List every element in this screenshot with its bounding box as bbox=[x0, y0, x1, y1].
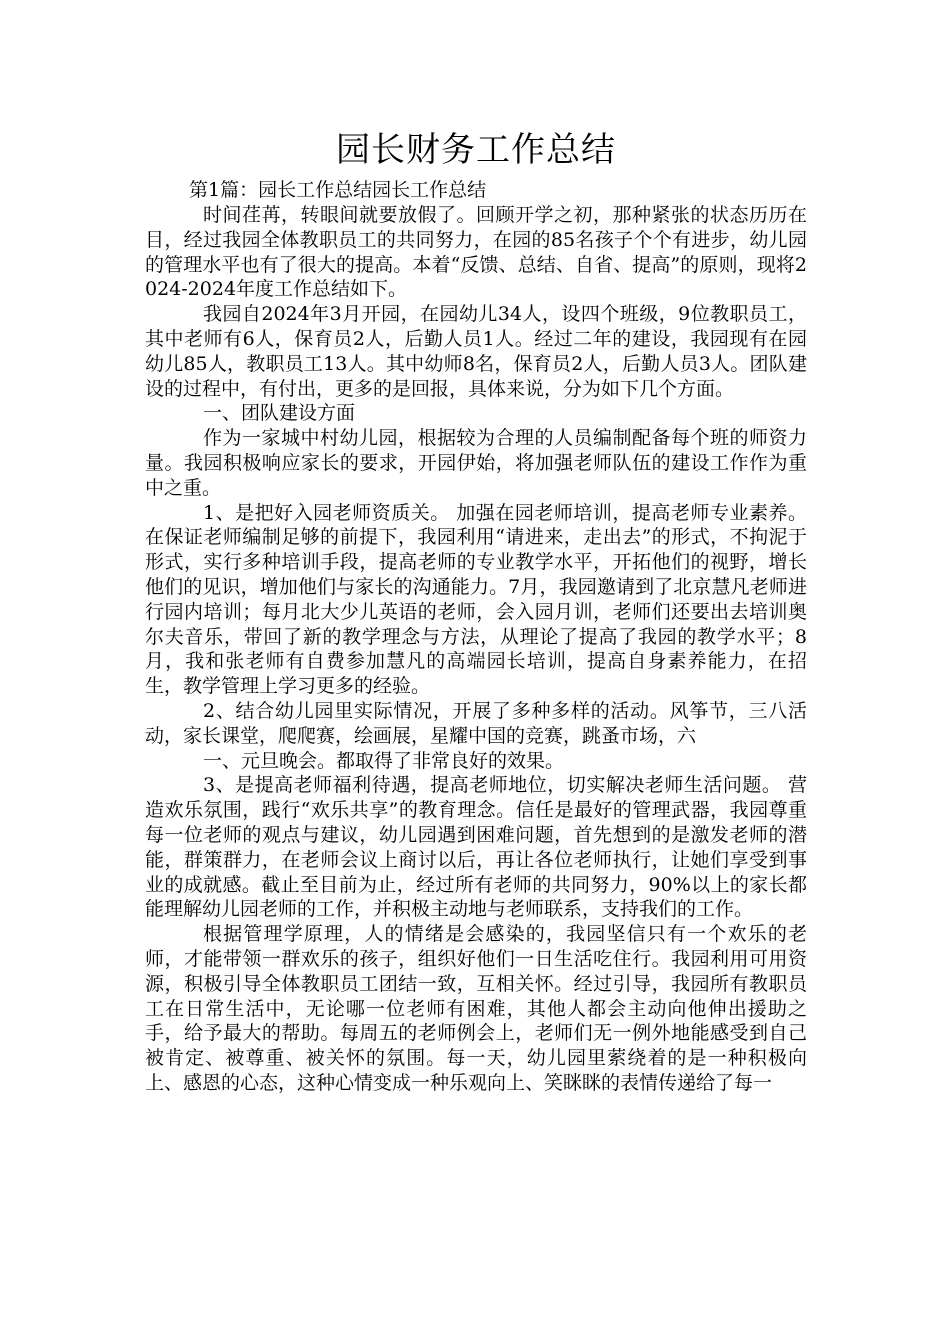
paragraph-management: 根据管理学原理，人的情绪是会感染的，我园坚信只有一个欢乐的老师，才能带领一群欢乐的孩子，组织好他们一日生活吃住行。我园利用可用资源，积极引导全体教职员工团结一致，互相关怀。经过引导，我园所有教职员工在日常生活中，无论哪一位老师有困难，其他人都会主动向他伸出援助之手，给予最大的帮助。每周五的老师例会上，老师们无一例外地能感受到自己被肯定、被尊重、被关怀的氛围。每一天，幼儿园里萦绕着的是一种积极向上、感恩的心态，这种心情变成一种乐观向上、笑眯眯的表情传递给了每一 bbox=[145, 923, 807, 1094]
section-heading-team: 一、团队建设方面 bbox=[203, 402, 356, 425]
document-title: 园长财务工作总结 bbox=[336, 130, 616, 170]
paragraph-new-year: 一、元旦晚会。都取得了非常良好的效果。 bbox=[203, 749, 565, 772]
document-page bbox=[145, 126, 807, 1096]
paragraph-intro: 时间荏苒，转眼间就要放假了。回顾开学之初，那种紧张的状态历历在目，经过我园全体教职员工的共同努力，在园的85名孩子个个有进步，幼儿园的管理水平也有了很大的提高。本着“反馈、总结、自省、提高”的原则，现将2024-2024年度工作总结如下。 bbox=[145, 204, 807, 301]
paragraph-background: 我园自2024年3月开园，在园幼儿34人，设四个班级，9位教职员工，其中老师有6人，保育员2人，后勤人员1人。经过二年的建设，我园现有在园幼儿85人，教职员工13人。其中幼师8名，保育员2人，后勤人员3人。团队建设的过程中，有付出，更多的是回报，具体来说，分为如下几个方面。 bbox=[145, 303, 807, 400]
paragraph-item-2: 2、结合幼儿园里实际情况，开展了多种多样的活动。风筝节，三八活动，家长课堂，爬爬赛，绘画展，星耀中国的竞赛，跳蚤市场，六 bbox=[145, 699, 807, 747]
document-subtitle: 第1篇：园长工作总结园长工作总结 bbox=[189, 179, 487, 201]
paragraph-item-3: 3、是提高老师福利待遇，提高老师地位，切实解决老师生活问题。 营造欢乐氛围，践行“欢乐共享”的教育理念。信任是最好的管理武器，我园尊重每一位老师的观点与建议，幼儿园遇到困难问题，首先想到的是激发老师的潜能，群策群力，在老师会议上商讨以后，再让各位老师执行，让她们享受到事业的成就感。截止至目前为止，经过所有老师的共同努力，90%以上的家长都能理解幼儿园老师的工作，并积极主动地与老师联系，支持我们的工作。 bbox=[145, 774, 807, 921]
paragraph-team-intro: 作为一家城中村幼儿园，根据较为合理的人员编制配备每个班的师资力量。我园积极响应家长的要求，开园伊始，将加强老师队伍的建设工作作为重中之重。 bbox=[145, 427, 807, 499]
paragraph-item-1: 1、是把好入园老师资质关。 加强在园老师培训，提高老师专业素养。在保证老师编制足够的前提下，我园利用“请进来，走出去”的形式，不拘泥于形式，实行多种培训手段，提高老师的专业教学水平，开拓他们的视野，增长他们的见识，增加他们与家长的沟通能力。7月，我园邀请到了北京慧凡老师进行园内培训；每月北大少儿英语的老师，会入园月训，老师们还要出去培训奥尔夫音乐，带回了新的教学理念与方法，从理论了提高了我园的教学水平；8月，我和张老师有自费参加慧凡的高端园长培训，提高自身素养能力，在招生，教学管理上学习更多的经验。 bbox=[145, 501, 807, 698]
